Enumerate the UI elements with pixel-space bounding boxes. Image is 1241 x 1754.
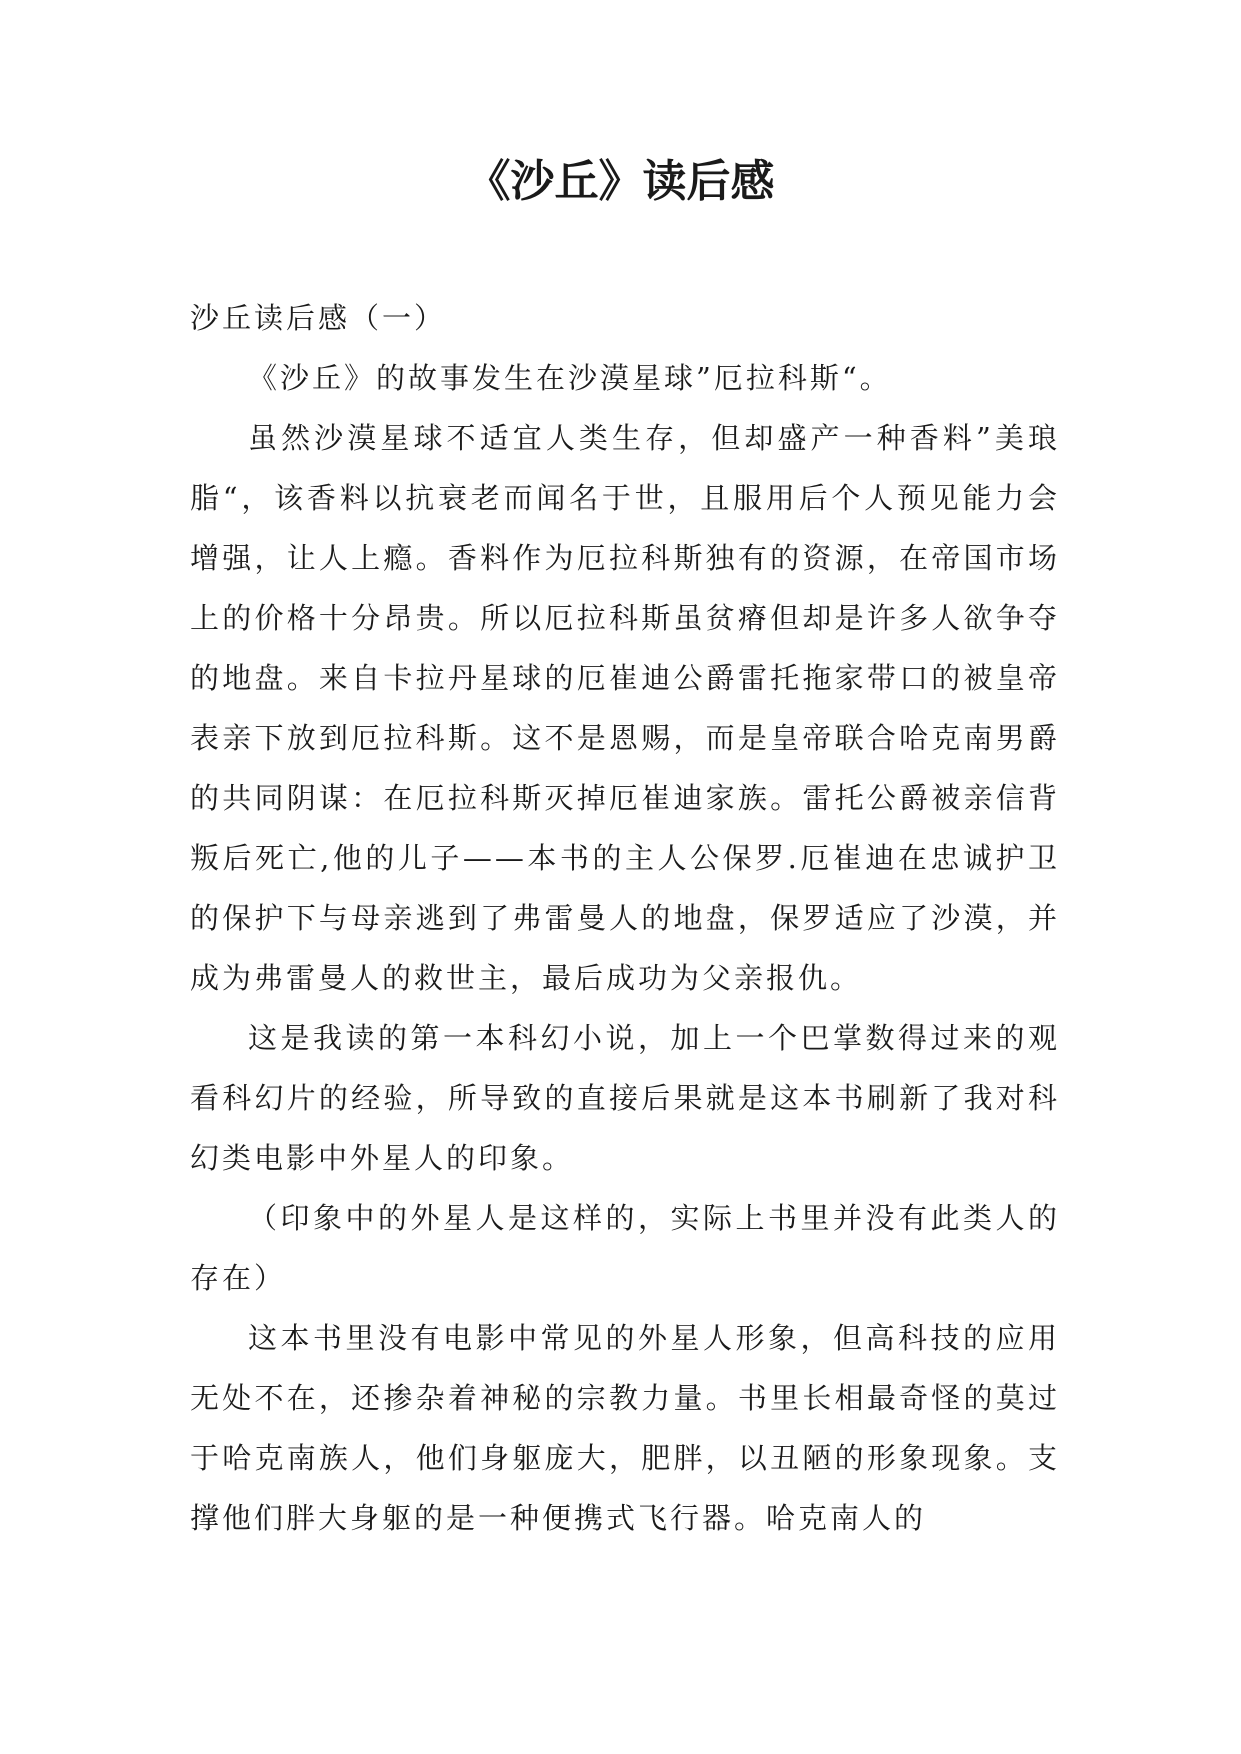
document-body bbox=[190, 288, 1060, 1548]
paragraph-alien-impression: （印象中的外星人是这样的，实际上书里并没有此类人的存在） bbox=[190, 1201, 1060, 1295]
section-heading: 沙丘读后感（一） bbox=[190, 301, 447, 335]
paragraph-first-scifi: 这是我读的第一本科幻小说，加上一个巴掌数得过来的观看科幻片的经验，所导致的直接后果就是这本书刷新了我对科幻类电影中外星人的印象。 bbox=[190, 1021, 1060, 1175]
paragraph-harkonnen: 这本书里没有电影中常见的外星人形象，但高科技的应用无处不在，还掺杂着神秘的宗教力量。书里长相最奇怪的莫过于哈克南族人，他们身躯庞大，肥胖，以丑陋的形象现象。支撑他们胖大身躯的是一种便携式飞行器。哈克南人的 bbox=[190, 1321, 1060, 1535]
document-title: 《沙丘》读后感 bbox=[466, 156, 775, 207]
paragraph-setting: 《沙丘》的故事发生在沙漠星球”厄拉科斯“。 bbox=[248, 361, 892, 395]
paragraph-plot-summary: 虽然沙漠星球不适宜人类生存，但却盛产一种香料”美琅脂“，该香料以抗衰老而闻名于世，且服用后个人预见能力会增强，让人上瘾。香料作为厄拉科斯独有的资源，在帝国市场上的价格十分昂贵。所以厄拉科斯虽贫瘠但却是许多人欲争夺的地盘。来自卡拉丹星球的厄崔迪公爵雷托拖家带口的被皇帝表亲下放到厄拉科斯。这不是恩赐，而是皇帝联合哈克南男爵的共同阴谋：在厄拉科斯灭掉厄崔迪家族。雷托公爵被亲信背叛后死亡,他的儿子——本书的主人公保罗.厄崔迪在忠诚护卫的保护下与母亲逃到了弗雷曼人的地盘，保罗适应了沙漠，并成为弗雷曼人的救世主，最后成功为父亲报仇。 bbox=[190, 421, 1060, 995]
